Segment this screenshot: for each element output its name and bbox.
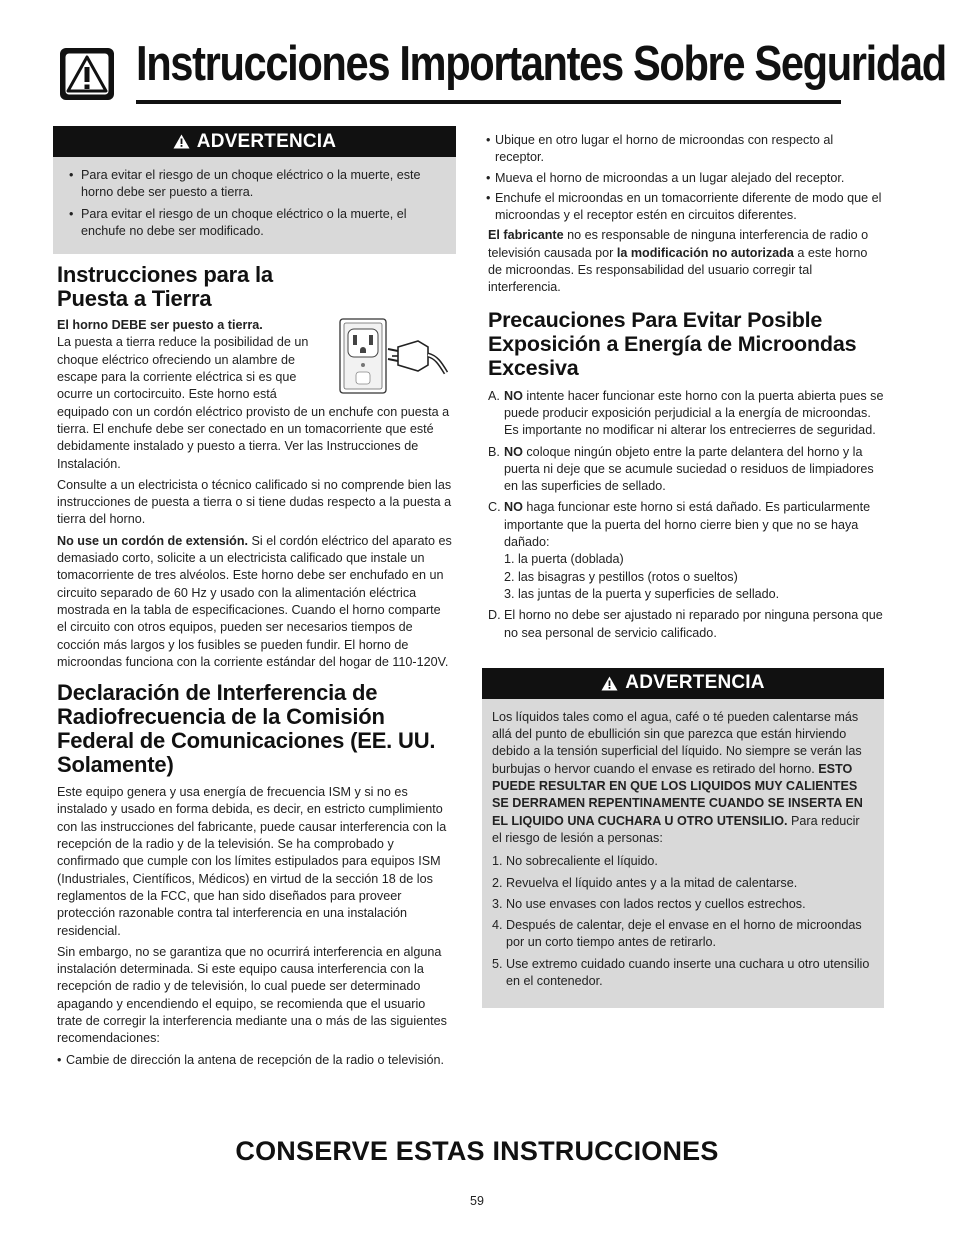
precautions-heading: Precauciones Para Evitar Posible Exposición a Energía de Microondas Excesiva — [488, 307, 857, 380]
left-column — [53, 126, 456, 1072]
liquids-caution: ESTO PUEDE RESULTAR EN QUE LOS LIQUIDOS MUY CALIENTES SE DERRAMEN REPENTINAMENTE CUANDO SE INSERTA EN EL LIQUIDO UNA CUCHARA U OTRO UTENSILIO. — [492, 761, 863, 828]
precaution-label: C. — [488, 500, 501, 515]
fcc-recommendation: • Ubique en otro lugar el horno de microondas con respecto al receptor. — [486, 132, 884, 167]
liquids-warning-paragraph — [492, 709, 870, 847]
warning-label: ADVERTENCIA — [625, 672, 765, 694]
fcc-recommendation: • Enchufe el microondas en un tomacorriente diferente de modo que el microondas y el receptor estén en circuitos diferentes. — [486, 190, 884, 225]
safety-step — [492, 917, 870, 952]
fcc-paragraph: Este equipo genera y usa energía de frecuencia ISM y si no es instalado y usado en forma debida, es decir, en estricto cumplimiento con las instrucciones del fabricante, puede causar interferencia con la recepción de la radio y de la televisión. Se ha comprobado y confirmado que cumple con los límites estipulados para equipos ISM (Industriales, Científicos, Médicos) en virtud de la sección 18 de los reglamentos de la FCC, que han sido diseñados para proveer protección razonable contra tal interferencia en una instalación residencial. — [57, 785, 447, 938]
precaution-item — [488, 499, 884, 603]
safety-step — [492, 875, 870, 892]
warning-box-liquids — [482, 668, 884, 1008]
step-number: 3. — [492, 896, 503, 911]
fcc-paragraph: Sin embargo, no se garantiza que no ocurrirá interferencia en alguna instalación determinada. Si este equipo causa interferencia con la recepción de radio y de televisión, lo cual puede ser determinado apagando y encendiendo el equipo, se recomienda que el usuario trate de corregir la interferencia mediante una o más de las siguientes recomendaciones: — [57, 944, 447, 1046]
grounding-paragraph: La puesta a tierra reduce la posibilidad de un choque eléctrico ofreciendo un alambre de escape para la corriente eléctrica si es que ocurre un cortocircuito. Este horno está equipado con un cordón eléctrico provisto de un enchufe con puesta a tierra. El enchufe debe ser conectado en un tomacorriente que esté debidamente instalado y puesto a tierra. Ver las Instrucciones de Instalación. — [57, 335, 450, 471]
precaution-bold: NO — [504, 444, 523, 459]
precaution-text: coloque ningún objeto entre la parte delantera del horno y la puerta ni deje que se acumule suciedad o residuos de limpiadores en las superficies de sellado. — [504, 444, 874, 494]
step-text: Use extremo cuidado cuando inserte una cuchara u otro utensilio en el contenedor. — [506, 956, 870, 988]
save-instructions-heading: CONSERVE ESTAS INSTRUCCIONES — [235, 1136, 719, 1166]
manufacturer-paragraph — [482, 227, 884, 296]
damage-item: 2. las bisagras y pestillos (rotos o sueltos) — [504, 569, 738, 584]
page-number: 59 — [470, 1194, 484, 1208]
step-text: Revuelva el líquido antes y a la mitad de calentarse. — [506, 875, 798, 890]
liquids-intro-end: Para reducir el riesgo de lesión a personas: — [492, 813, 860, 845]
fcc-recommendation: • Cambie de dirección la antena de recepción de la radio o televisión. — [57, 1052, 452, 1069]
precaution-text: haga funcionar este horno si está dañado. Es particularmente importante que la puerta del horno cierre bien y que no se haya dañado: — [504, 500, 871, 550]
precaution-item — [488, 444, 884, 496]
precaution-text: intente hacer funcionar este horno con la puerta abierta pues se puede producir exposición perjudicial a la energía de microondas. Es importante no modificar ni alterar los entrecierres de seguridad. — [504, 388, 884, 438]
safety-step — [492, 896, 870, 913]
title-rule — [136, 100, 841, 104]
fcc-recommendation: • Mueva el horno de microondas a un lugar alejado del receptor. — [486, 170, 884, 187]
manufacturer-label: El fabricante — [488, 228, 564, 243]
extension-cord-warning: No use un cordón de extensión. — [57, 533, 249, 548]
precaution-label: D. — [488, 608, 501, 623]
warning-header — [482, 668, 884, 699]
safety-step — [492, 956, 870, 991]
safety-step — [492, 853, 870, 870]
right-column — [482, 132, 884, 1008]
damage-item: 1. la puerta (doblada) — [504, 552, 624, 567]
warning-header — [53, 126, 456, 157]
precaution-label: B. — [488, 444, 500, 459]
extension-cord-paragraph: Si el cordón eléctrico del aparato es demasiado corto, solicite a un electricista calificado que instale un tomacorriente de tres alvéolos. Este horno debe ser enchufado en un circuito separado de 60 Hz y usado con la alimentación eléctrica mostrada en la tabla de especificaciones. Cuando el horno comparte el circuito con otros equipos, pueden ser necesarios tiempos de cocción más largos y los fusibles se pueden fundir. El horno de microondas funciona con la corriente estándar del hogar de 110-120V. — [57, 533, 452, 669]
step-text: Después de calentar, deje el envase en el horno de microondas por un corto tiempo antes de retirarlo. — [506, 918, 862, 950]
unauthorized-modification-text: la modificación no autorizada — [616, 245, 794, 260]
step-number: 2. — [492, 875, 503, 890]
warning-label: ADVERTENCIA — [196, 130, 337, 152]
precaution-text: El horno no debe ser ajustado ni reparado por ninguna persona que no sea personal de servicio calificado. — [504, 608, 883, 640]
precaution-item — [488, 388, 884, 440]
alert-triangle-icon — [173, 134, 190, 149]
liquids-intro: Los líquidos tales como el agua, café o té pueden calentarse más allá del punto de ebullición sin que parezca que están hirviendo debido a la tensión superficial del líquido. No siempre se verán las burbujas o hervor cuando el envase es retirado del horno. — [492, 709, 862, 776]
must-ground-text: El horno DEBE ser puesto a tierra. — [57, 318, 263, 333]
warning-item: • Para evitar el riesgo de un choque eléctrico o la muerte, el enchufe no debe ser modificado. — [63, 206, 442, 241]
warning-box-grounding — [53, 126, 456, 254]
step-text: No use envases con lados rectos y cuellos estrechos. — [506, 896, 806, 911]
manufacturer-text: no es responsable de ninguna interferencia de radio o televisión causada por — [488, 228, 869, 260]
precaution-bold: NO — [504, 500, 523, 515]
step-number: 4. — [492, 918, 503, 933]
step-number: 5. — [492, 956, 503, 971]
fcc-heading: Declaración de Interferencia de Radiofrecuencia de la Comisión Federal de Comunicaciones (EE. UU. Solamente) — [57, 680, 436, 778]
precaution-bold: NO — [504, 388, 523, 403]
precaution-label: A. — [488, 388, 500, 403]
alert-triangle-icon — [601, 676, 618, 691]
grounded-outlet-plug-icon — [338, 317, 448, 395]
warning-item: • Para evitar el riesgo de un choque eléctrico o la muerte, este horno debe ser puesto a tierra. — [63, 167, 442, 202]
grounding-heading: Instrucciones para la Puesta a Tierra — [57, 262, 273, 312]
page-title: Instrucciones Importantes Sobre Seguridad — [136, 37, 946, 91]
manufacturer-text: a este horno de microondas. Es responsabilidad del usuario corregir tal interferencia. — [488, 245, 868, 295]
step-text: No sobrecaliente el líquido. — [506, 854, 658, 869]
consult-paragraph: Consulte a un electricista o técnico calificado si no comprende bien las instrucciones de puesta a tierra o si tiene dudas respecto a la puesta a tierra del horno. — [57, 477, 452, 527]
step-number: 1. — [492, 854, 503, 869]
precaution-item — [488, 607, 884, 642]
warning-icon — [58, 46, 116, 102]
damage-item: 3. las juntas de la puerta y superficies de sellado. — [504, 586, 780, 601]
